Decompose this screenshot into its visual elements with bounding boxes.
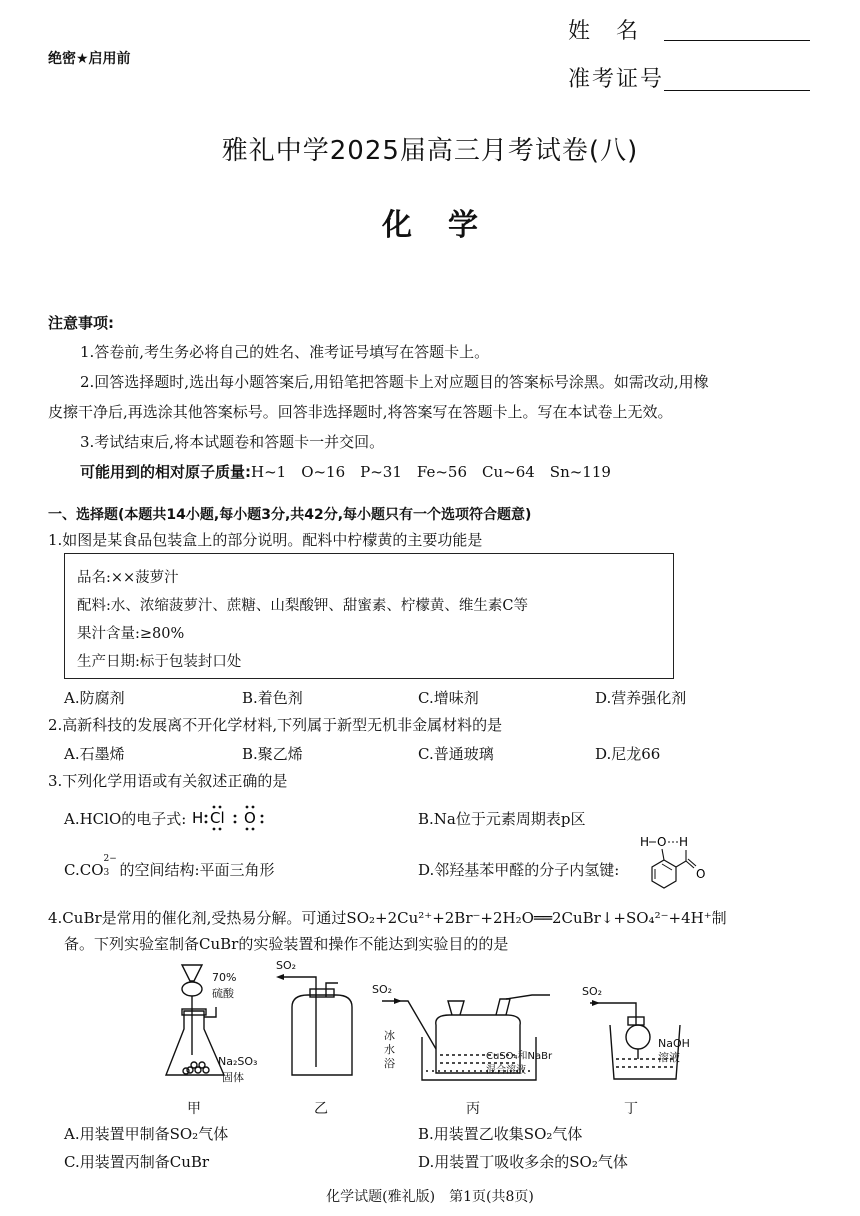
bing-bath-label: 冰 <box>384 1029 395 1042</box>
q1-stem: 1.如图是某食品包装盒上的部分说明。配料中柠檬黄的主要功能是 <box>48 531 483 549</box>
exam-id-field[interactable] <box>664 90 810 91</box>
bing-bath-label: 浴 <box>384 1057 395 1070</box>
q3-option-d[interactable]: D.邻羟基苯甲醛的分子内氢键: <box>418 861 620 879</box>
name-field[interactable] <box>664 40 810 41</box>
page-footer: 化学试题(雅礼版) 第1页(共8页) <box>326 1189 534 1205</box>
q4-option-c[interactable]: C.用装置丙制备CuBr <box>64 1153 210 1171</box>
q3-option-a[interactable] <box>64 808 186 829</box>
notice-item-2b: 皮擦干净后,再选涂其他答案标号。回答非选择题时,将答案写在答题卡上。写在本试卷上无效。 <box>48 403 673 421</box>
jia-acid-label: 70% <box>212 971 237 984</box>
q3-stem: 3.下列化学用语或有关叙述正确的是 <box>48 772 288 790</box>
formula-atom-o: O <box>244 809 256 827</box>
caption-ding: 丁 <box>624 1101 638 1117</box>
yi-gas-label: SO₂ <box>276 959 297 972</box>
caption-jia: 甲 <box>187 1101 201 1117</box>
formula-atom-cl: Cl <box>210 809 225 827</box>
q2-option-c[interactable]: C.普通玻璃 <box>418 745 494 763</box>
q1-option-c[interactable]: C.增味剂 <box>418 689 479 707</box>
atomic-mass-label: 可能用到的相对原子质量: <box>80 463 251 481</box>
jia-solid-label: Na₂SO₃ <box>218 1055 258 1068</box>
exam-id-label: 准考证号 <box>568 67 665 92</box>
q1-option-a[interactable]: A.防腐剂 <box>64 689 125 707</box>
q4-option-d[interactable]: D.用装置丁吸收多余的SO₂气体 <box>418 1153 628 1171</box>
ding-gas-label: SO₂ <box>582 985 603 998</box>
q3-option-c[interactable] <box>64 854 275 880</box>
q1-option-d[interactable]: D.营养强化剂 <box>595 689 687 707</box>
q4-line1-post: 制 <box>711 909 727 927</box>
q1-box-line: 生产日期:标于包装封口处 <box>77 654 242 670</box>
notice-item-1: 1.答卷前,考生务必将自己的姓名、准考证号填写在答题卡上。 <box>80 343 490 361</box>
q3-option-c-post: 的空间结构:平面三角形 <box>119 861 275 879</box>
q3-option-c-sup: 2− <box>103 854 117 864</box>
q4-line1-pre: 4.CuBr是常用的催化剂,受热易分解。可通过 <box>48 909 347 927</box>
q4-option-a[interactable]: A.用装置甲制备SO₂气体 <box>64 1125 229 1143</box>
formula-atom-h: H <box>192 809 204 827</box>
subject-title: 化学 <box>382 208 514 243</box>
exam-title: 雅礼中学2025届高三月考试卷(八) <box>221 136 639 166</box>
q3-option-c-pre: C.CO <box>64 861 104 879</box>
q1-box-line: 品名:××菠萝汁 <box>77 570 179 586</box>
hclo-electron-formula <box>190 798 300 834</box>
q3-option-b[interactable]: B.Na位于元素周期表p区 <box>418 810 586 828</box>
atomic-mass-values: H~1 O~16 P~31 Fe~56 Cu~64 Sn~119 <box>251 463 611 481</box>
bing-solution-label2: 混合溶液 <box>486 1065 526 1076</box>
bing-gas-label: SO₂ <box>372 983 393 996</box>
q2-stem: 2.高新科技的发展离不开化学材料,下列属于新型无机非金属材料的是 <box>48 716 503 734</box>
struct-label-o2: O <box>696 867 706 881</box>
notice-heading: 注意事项: <box>48 314 114 332</box>
q2-option-a[interactable]: A.石墨烯 <box>64 745 125 763</box>
q3-option-a-text: A.HClO的电子式: <box>64 810 187 828</box>
apparatus-yi <box>280 977 352 1075</box>
struct-label-h1: H <box>640 835 650 849</box>
q4-option-b[interactable]: B.用装置乙收集SO₂气体 <box>418 1125 583 1143</box>
section-heading: 一、选择题(本题共14小题,每小题3分,共42分,每小题只有一个选项符合题意) <box>48 507 532 523</box>
bing-solution-label: CuSO₄和NaBr <box>486 1051 553 1062</box>
q4-equation: SO₂+2Cu²⁺+2Br⁻+2H₂O══2CuBr↓+SO₄²⁻+4H⁺ <box>346 909 712 927</box>
ding-solution-label2: 溶液 <box>658 1051 680 1064</box>
salicylaldehyde-structure <box>640 830 720 890</box>
struct-label-h2: H <box>679 835 689 849</box>
struct-label-o1: O <box>657 835 667 849</box>
ding-solution-label: NaOH <box>658 1037 690 1050</box>
q4-line1 <box>48 907 727 928</box>
secret-label: 绝密★启用前 <box>48 51 131 67</box>
bing-bath-label: 水 <box>384 1043 395 1056</box>
q1-option-b[interactable]: B.着色剂 <box>242 689 303 707</box>
q4-line2: 备。下列实验室制备CuBr的实验装置和操作不能达到实验目的的是 <box>64 935 509 953</box>
benzene-ring <box>652 860 676 888</box>
q1-box-line: 配料:水、浓缩菠萝汁、蔗糖、山梨酸钾、甜蜜素、柠檬黄、维生素C等 <box>77 598 528 614</box>
jia-solid-label2: 固体 <box>222 1071 244 1084</box>
q1-label-box <box>64 553 674 679</box>
notice-item-3: 3.考试结束后,将本试题卷和答题卡一并交回。 <box>80 433 385 451</box>
q2-option-d[interactable]: D.尼龙66 <box>595 745 661 763</box>
jia-acid-label2: 硫酸 <box>212 987 234 1000</box>
caption-bing: 丙 <box>466 1101 480 1117</box>
atomic-mass-line <box>80 461 611 482</box>
name-label: 姓 名 <box>568 19 641 44</box>
q3-option-c-sub: 3 <box>103 868 110 878</box>
q1-box-line: 果汁含量:≥80% <box>77 626 185 642</box>
notice-item-2a: 2.回答选择题时,选出每小题答案后,用铅笔把答题卡上对应题目的答案标号涂黑。如需改动,用橡 <box>80 373 709 391</box>
q4-apparatus-figure <box>160 955 700 1095</box>
caption-yi: 乙 <box>314 1101 328 1117</box>
q2-option-b[interactable]: B.聚乙烯 <box>242 745 303 763</box>
